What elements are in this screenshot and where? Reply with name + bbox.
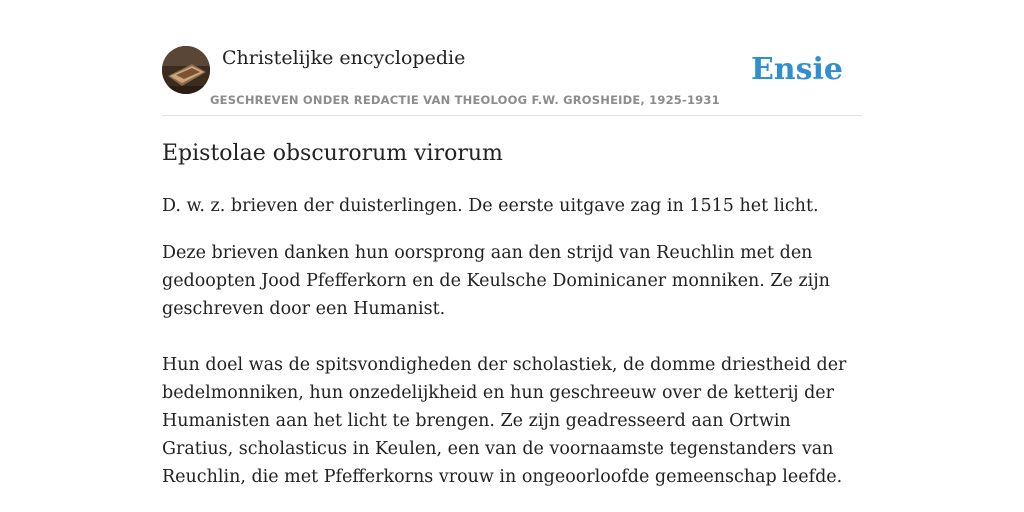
header-divider: [162, 115, 862, 116]
publication-header: [162, 46, 862, 116]
article-paragraph-1: D. w. z. brieven der duisterlingen. De eerste uitgave zag in 1515 het licht.: [162, 196, 819, 216]
ensie-logo-link[interactable]: Ensie: [750, 52, 843, 87]
publication-avatar[interactable]: [162, 46, 210, 94]
article-title: Epistolae obscurorum virorum: [162, 141, 503, 166]
article-paragraph-3: Hun doel was de spitsvondigheden der scholastiek, de domme driestheid der bedelmonniken, hun onzedelijkheid en hun geschreeuw over de ketterij der Humanisten aan het licht te brengen. Ze zijn geadresseerd aan Ortwin Gratius, scholasticus in Keulen, een van de voornaamste tegenstanders van Reuchlin, die met Pfefferkorns vrouw in ongeoorloofde gemeenschap leefde.: [162, 355, 847, 487]
publication-subtitle: GESCHREVEN ONDER REDACTIE VAN THEOLOOG F.W. GROSHEIDE, 1925-1931: [210, 93, 720, 107]
article-paragraph-2: Deze brieven danken hun oorsprong aan den strijd van Reuchlin met den gedoopten Jood Pfefferkorn en de Keulsche Dominicaner monniken. Ze zijn geschreven door een Humanist.: [162, 243, 830, 319]
book-cover-icon: [162, 46, 210, 94]
article: [162, 138, 862, 491]
publication-title[interactable]: Christelijke encyclopedie: [222, 47, 466, 69]
